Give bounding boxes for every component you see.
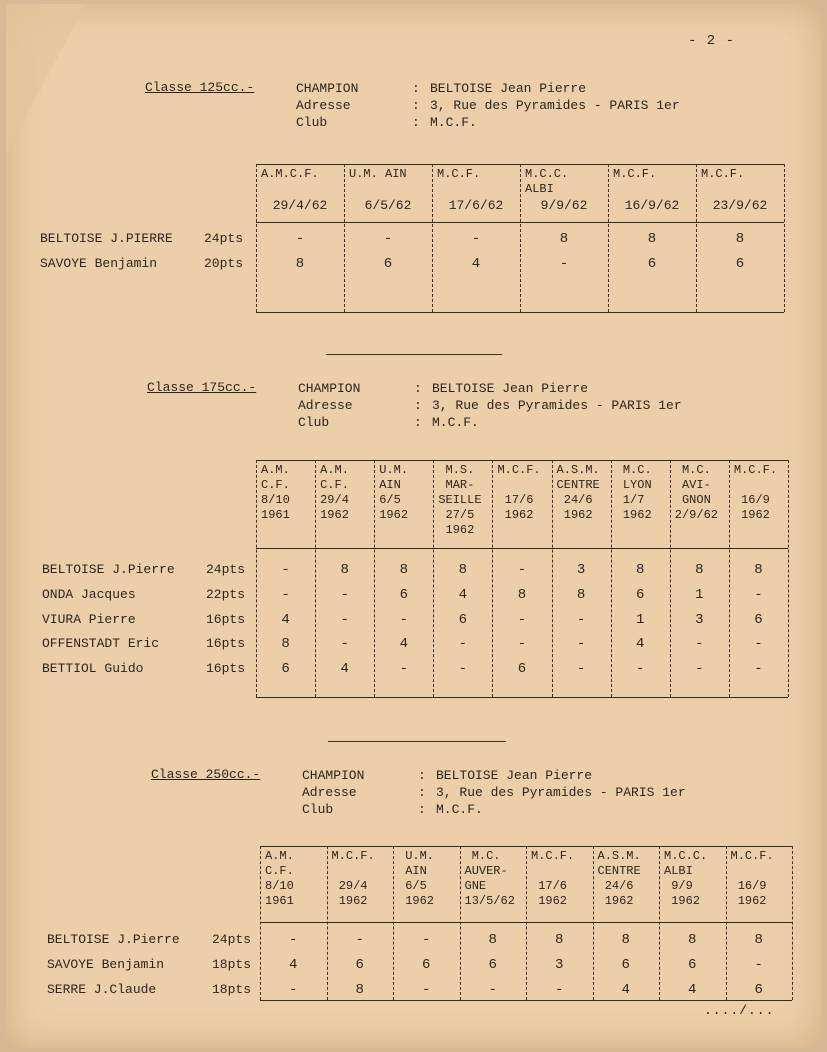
table-rule <box>256 697 788 698</box>
score-cell: 8 <box>576 587 586 603</box>
column-separator <box>256 460 257 697</box>
column-separator <box>659 846 660 1000</box>
column-header: M.C.C. ALBI 9/9 1962 <box>664 849 708 908</box>
score-cell: - <box>383 231 393 247</box>
score-cell: - <box>636 661 645 677</box>
rider-points: 24pts <box>211 932 251 947</box>
column-header: M.C.F. 16/9 1962 <box>730 849 774 908</box>
score-cell: 3 <box>555 957 564 973</box>
score-cell: 8 <box>399 562 408 578</box>
rider-name: BELTOISE J.Pierre <box>47 932 180 947</box>
score-cell: 4 <box>340 661 349 677</box>
score-cell: 8 <box>695 562 704 578</box>
score-cell: 8 <box>621 932 630 948</box>
column-separator <box>788 460 789 697</box>
score-cell: 6 <box>355 957 364 973</box>
section-divider <box>326 354 502 355</box>
column-separator <box>460 846 461 1000</box>
column-header: M.C.F. <box>701 167 745 181</box>
info-key: Club <box>296 115 328 130</box>
rider-name: BELTOISE J.PIERRE <box>40 231 173 246</box>
score-cell: 3 <box>695 612 704 628</box>
score-cell: - <box>422 982 431 998</box>
score-cell: - <box>340 612 349 628</box>
score-cell: - <box>754 661 763 677</box>
score-cell: 6 <box>636 587 645 603</box>
column-header: A.M. C.F. 8/10 1961 <box>261 463 290 522</box>
score-cell: 4 <box>471 256 481 272</box>
column-separator <box>520 164 521 312</box>
score-cell: - <box>754 957 763 973</box>
score-cell: - <box>355 932 364 948</box>
score-cell: - <box>281 562 290 578</box>
class-title: Classe 125cc.- <box>145 80 255 95</box>
champion-info <box>302 767 732 819</box>
column-header: M.C.F. <box>613 167 657 181</box>
rider-name: SERRE J.Claude <box>47 982 157 997</box>
info-colon: : <box>412 115 420 130</box>
info-value: BELTOISE Jean Pierre <box>432 381 589 396</box>
score-cell: - <box>340 587 349 603</box>
score-cell: 6 <box>621 957 630 973</box>
column-header: M.C.F. 17/6 1962 <box>497 463 541 522</box>
score-cell: 8 <box>281 636 290 652</box>
score-cell: 6 <box>517 661 527 677</box>
score-cell: 6 <box>754 612 763 628</box>
info-colon: : <box>414 398 422 413</box>
score-cell: 6 <box>422 957 431 973</box>
column-separator <box>608 164 609 312</box>
column-header: U.M. AIN 6/5 1962 <box>379 463 409 522</box>
rider-name: OFFENSTADT Eric <box>42 636 160 651</box>
column-date: 23/9/62 <box>712 198 768 213</box>
info-key: CHAMPION <box>298 381 361 396</box>
score-cell: 6 <box>383 256 393 272</box>
score-cell: 4 <box>621 982 630 998</box>
score-cell: 6 <box>399 587 408 603</box>
score-cell: 8 <box>295 256 305 272</box>
column-header: M.C. AUVER- GNE 13/5/62 <box>464 849 515 908</box>
score-cell: 6 <box>281 661 290 677</box>
rider-points: 16pts <box>205 661 245 676</box>
score-cell: 6 <box>488 957 497 973</box>
score-cell: 8 <box>754 932 763 948</box>
champion-info <box>296 80 726 132</box>
column-header: M.C.F. <box>437 167 481 181</box>
score-cell: - <box>576 636 586 652</box>
column-separator <box>729 460 730 697</box>
score-cell: 3 <box>576 562 586 578</box>
info-value: M.C.F. <box>432 415 479 430</box>
column-header: M.C.F. 17/6 1962 <box>531 849 575 908</box>
score-cell: - <box>458 636 468 652</box>
score-cell: 6 <box>647 256 657 272</box>
info-colon: : <box>412 81 420 96</box>
score-cell: 8 <box>458 562 468 578</box>
column-date: 29/4/62 <box>272 198 328 213</box>
score-cell: 4 <box>636 636 645 652</box>
column-header: M.C.F. 16/9 1962 <box>733 463 778 522</box>
score-cell: 6 <box>688 957 697 973</box>
champion-info <box>298 380 728 432</box>
score-cell: 1 <box>636 612 645 628</box>
info-colon: : <box>414 381 422 396</box>
info-key: Adresse <box>296 98 351 113</box>
score-cell: - <box>340 636 349 652</box>
info-colon: : <box>412 98 420 113</box>
column-separator <box>433 460 434 697</box>
score-cell: - <box>576 612 586 628</box>
column-header: A.M. C.F. 8/10 1961 <box>265 849 294 908</box>
score-cell: - <box>295 231 305 247</box>
score-cell: - <box>695 661 704 677</box>
column-date: 6/5/62 <box>364 198 412 213</box>
column-separator <box>492 460 493 697</box>
column-separator <box>315 460 316 697</box>
column-separator <box>611 460 612 697</box>
info-key: Adresse <box>298 398 353 413</box>
score-cell: - <box>555 982 564 998</box>
column-header: M.C. LYON 1/7 1962 <box>622 463 652 522</box>
column-separator <box>670 460 671 697</box>
rider-points: 22pts <box>205 587 245 602</box>
score-cell: 6 <box>458 612 468 628</box>
rider-name: BELTOISE J.Pierre <box>42 562 175 577</box>
column-separator <box>696 164 697 312</box>
column-separator <box>344 164 345 312</box>
score-cell: - <box>289 932 298 948</box>
column-separator <box>593 846 594 1000</box>
score-cell: - <box>754 636 763 652</box>
score-cell: - <box>422 932 431 948</box>
table-rule <box>256 548 788 549</box>
score-cell: 8 <box>636 562 645 578</box>
column-header: A.S.M. CENTRE 24/6 1962 <box>597 849 641 908</box>
column-date: 17/6/62 <box>448 198 504 213</box>
rider-points: 20pts <box>203 256 243 271</box>
class-title: Classe 175cc.- <box>147 380 257 395</box>
score-cell: - <box>754 587 763 603</box>
score-cell: 4 <box>688 982 697 998</box>
continuation-mark: ..../... <box>704 1003 775 1018</box>
score-cell: 8 <box>488 932 497 948</box>
info-colon: : <box>418 768 426 783</box>
table-rule <box>256 460 788 461</box>
score-cell: - <box>399 661 408 677</box>
info-value: M.C.F. <box>436 802 483 817</box>
info-colon: : <box>418 802 426 817</box>
info-value: BELTOISE Jean Pierre <box>430 81 587 96</box>
column-header: U.M. AIN 6/5 1962 <box>405 849 435 908</box>
score-cell: - <box>517 636 527 652</box>
column-separator <box>784 164 785 312</box>
info-key: Adresse <box>302 785 357 800</box>
column-header: A.M.C.F. <box>261 167 319 181</box>
score-cell: 8 <box>647 231 657 247</box>
rider-name: ONDA Jacques <box>42 587 136 602</box>
score-cell: 8 <box>555 932 564 948</box>
score-cell: - <box>281 587 290 603</box>
rider-points: 18pts <box>211 982 251 997</box>
info-key: Club <box>298 415 330 430</box>
info-key: CHAMPION <box>302 768 365 783</box>
column-header: M.C.C. ALBI <box>525 167 569 196</box>
score-cell: 8 <box>355 982 364 998</box>
info-value: 3, Rue des Pyramides - PARIS 1er <box>430 98 680 113</box>
rider-points: 18pts <box>211 957 251 972</box>
table-rule <box>256 312 784 313</box>
column-separator <box>374 460 375 697</box>
score-cell: - <box>576 661 586 677</box>
rider-name: SAVOYE Benjamin <box>40 256 158 271</box>
column-separator <box>327 846 328 1000</box>
rider-name: SAVOYE Benjamin <box>47 957 165 972</box>
rider-points: 16pts <box>205 636 245 651</box>
score-cell: - <box>458 661 468 677</box>
info-value: 3, Rue des Pyramides - PARIS 1er <box>436 785 686 800</box>
score-cell: - <box>399 612 408 628</box>
column-separator <box>432 164 433 312</box>
score-cell: 4 <box>458 587 468 603</box>
table-rule <box>260 1000 792 1001</box>
column-header: M.C.F. 29/4 1962 <box>331 849 375 908</box>
score-cell: 4 <box>281 612 290 628</box>
column-date: 9/9/62 <box>540 198 588 213</box>
score-cell: 4 <box>289 957 298 973</box>
folded-corner <box>6 4 86 154</box>
score-cell: 8 <box>517 587 527 603</box>
score-cell: - <box>695 636 704 652</box>
info-colon: : <box>418 785 426 800</box>
rider-name: VIURA Pierre <box>42 612 136 627</box>
score-cell: - <box>517 562 527 578</box>
score-cell: 4 <box>399 636 408 652</box>
column-header: U.M. AIN <box>349 167 407 181</box>
column-header: A.S.M. CENTRE 24/6 1962 <box>556 463 600 522</box>
score-cell: - <box>289 982 298 998</box>
score-cell: 8 <box>559 231 569 247</box>
score-cell: 8 <box>340 562 349 578</box>
column-separator <box>260 846 261 1000</box>
rider-points: 16pts <box>205 612 245 627</box>
score-cell: - <box>559 256 569 272</box>
rider-name: BETTIOL Guido <box>42 661 144 676</box>
column-header: M.C. AVI- GNON 2/9/62 <box>674 463 718 522</box>
column-separator <box>256 164 257 312</box>
score-cell: 6 <box>735 256 745 272</box>
score-cell: - <box>488 982 497 998</box>
score-cell: 6 <box>754 982 763 998</box>
page-number: - 2 - <box>688 33 736 49</box>
column-separator <box>393 846 394 1000</box>
rider-points: 24pts <box>203 231 243 246</box>
column-date: 16/9/62 <box>624 198 680 213</box>
info-value: M.C.F. <box>430 115 477 130</box>
info-colon: : <box>414 415 422 430</box>
column-separator <box>552 460 553 697</box>
section-divider <box>328 741 506 742</box>
class-title: Classe 250cc.- <box>151 767 261 782</box>
score-cell: - <box>517 612 527 628</box>
info-value: BELTOISE Jean Pierre <box>436 768 593 783</box>
column-separator <box>792 846 793 1000</box>
info-value: 3, Rue des Pyramides - PARIS 1er <box>432 398 682 413</box>
score-cell: 1 <box>695 587 704 603</box>
score-cell: 8 <box>735 231 745 247</box>
score-cell: 8 <box>754 562 763 578</box>
score-cell: - <box>471 231 481 247</box>
column-header: M.S. MAR- SEILLE 27/5 1962 <box>438 463 482 537</box>
column-header: A.M. C.F. 29/4 1962 <box>320 463 349 522</box>
info-key: CHAMPION <box>296 81 359 96</box>
score-cell: 8 <box>688 932 697 948</box>
info-key: Club <box>302 802 334 817</box>
rider-points: 24pts <box>205 562 245 577</box>
column-separator <box>526 846 527 1000</box>
column-separator <box>726 846 727 1000</box>
